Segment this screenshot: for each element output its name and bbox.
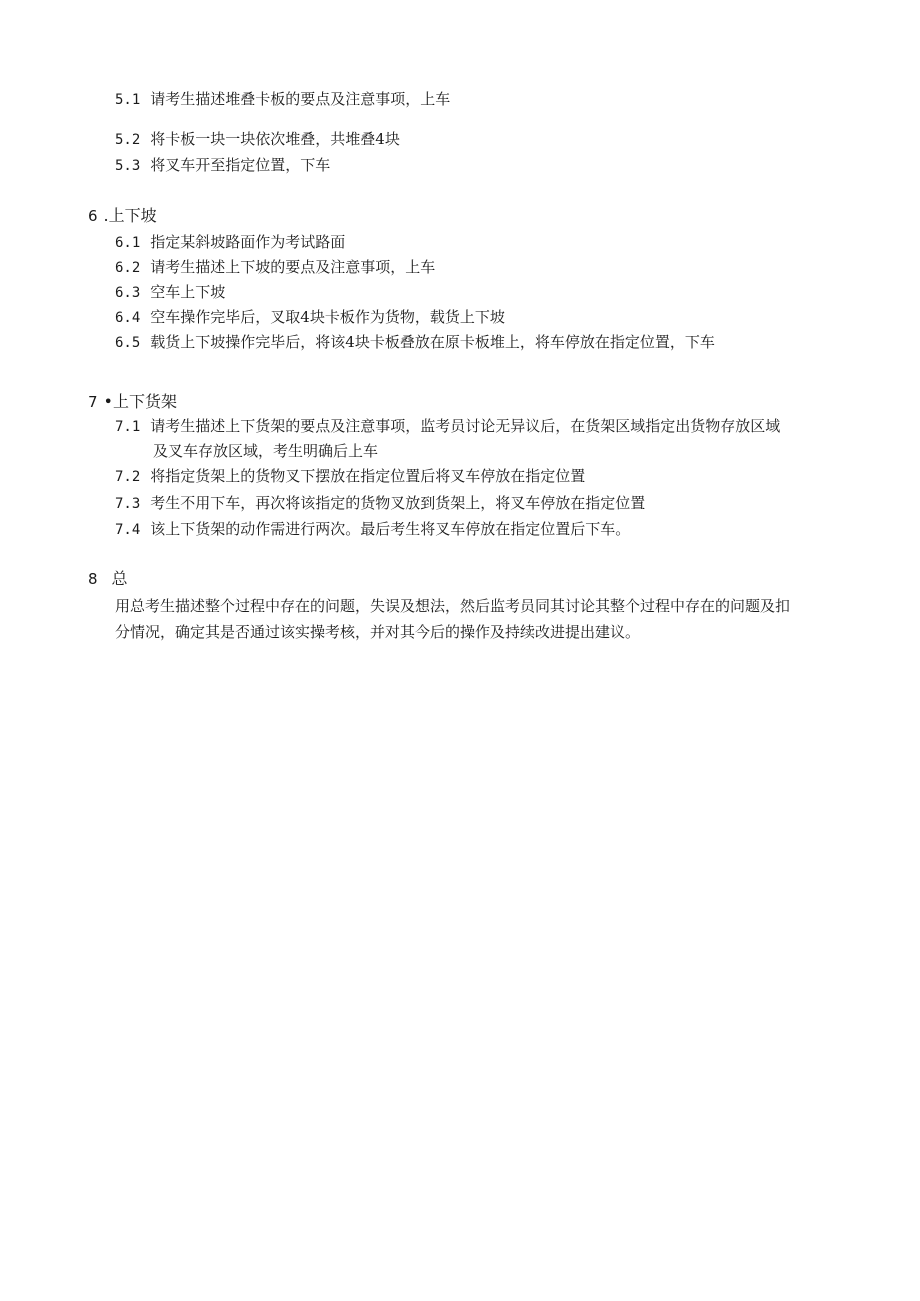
item-text: 指定某斜坡路面作为考试路面	[150, 233, 346, 251]
item-number: 6.3	[115, 285, 141, 301]
section-title: 总	[111, 569, 128, 588]
item-text: 将指定货架上的货物叉下摆放在指定位置后将叉车停放在指定位置	[150, 467, 586, 485]
item-number: 6.5	[115, 335, 141, 351]
section-heading	[88, 568, 128, 590]
item-continuation: 及叉车存放区域，考生明确后上车	[153, 442, 379, 460]
list-item	[115, 493, 645, 514]
list-item	[115, 129, 400, 150]
item-text: 空车上下坡	[150, 283, 226, 301]
item-text: 载货上下坡操作完毕后，将该4块卡板叠放在原卡板堆上，将车停放在指定位置，下车	[150, 333, 715, 351]
item-number: 5.3	[115, 158, 141, 174]
item-text: 空车操作完毕后，叉取4块卡板作为货物，载货上下坡	[150, 308, 505, 326]
item-number: 5.1	[115, 92, 141, 108]
list-item	[115, 466, 585, 487]
item-number: 7.3	[115, 496, 141, 512]
section-title: .上下坡	[103, 206, 157, 225]
item-number: 7.4	[115, 522, 141, 538]
item-text: 请考生描述上下坡的要点及注意事项，上车	[150, 258, 436, 276]
paragraph-line: 用总考生描述整个过程中存在的问题，失误及想法，然后监考员同其讨论其整个过程中存在的问题及扣	[115, 597, 791, 615]
section-heading	[88, 205, 157, 227]
section-number: 8	[88, 570, 98, 588]
list-item	[115, 232, 345, 253]
item-number: 6.1	[115, 235, 141, 251]
section-heading	[88, 391, 177, 413]
item-text: 请考生描述上下货架的要点及注意事项，监考员讨论无异议后，在货架区域指定出货物存放区域	[150, 417, 781, 435]
section-number: 7	[88, 393, 98, 411]
item-number: 6.2	[115, 260, 141, 276]
section-number: 6	[88, 207, 98, 225]
item-number: 5.2	[115, 132, 141, 148]
item-text: 考生不用下车，再次将该指定的货物叉放到货架上，将叉车停放在指定位置	[150, 494, 646, 512]
list-item	[115, 519, 630, 540]
list-item	[115, 282, 225, 303]
item-text: 将叉车开至指定位置，下车	[150, 156, 331, 174]
list-item	[115, 89, 450, 110]
item-text: 请考生描述堆叠卡板的要点及注意事项，上车	[150, 90, 451, 108]
list-item	[115, 416, 780, 437]
paragraph-line: 分情况，确定其是否通过该实操考核，并对其今后的操作及持续改进提出建议。	[115, 623, 641, 641]
list-item	[115, 332, 715, 353]
item-text: 将卡板一块一块依次堆叠，共堆叠4块	[150, 130, 400, 148]
item-text: 该上下货架的动作需进行两次。最后考生将叉车停放在指定位置后下车。	[150, 520, 631, 538]
item-number: 6.4	[115, 310, 141, 326]
section-title: •上下货架	[103, 392, 177, 411]
item-number: 7.2	[115, 469, 141, 485]
item-number: 7.1	[115, 419, 141, 435]
list-item	[115, 257, 435, 278]
list-item	[115, 307, 505, 328]
list-item	[115, 155, 330, 176]
